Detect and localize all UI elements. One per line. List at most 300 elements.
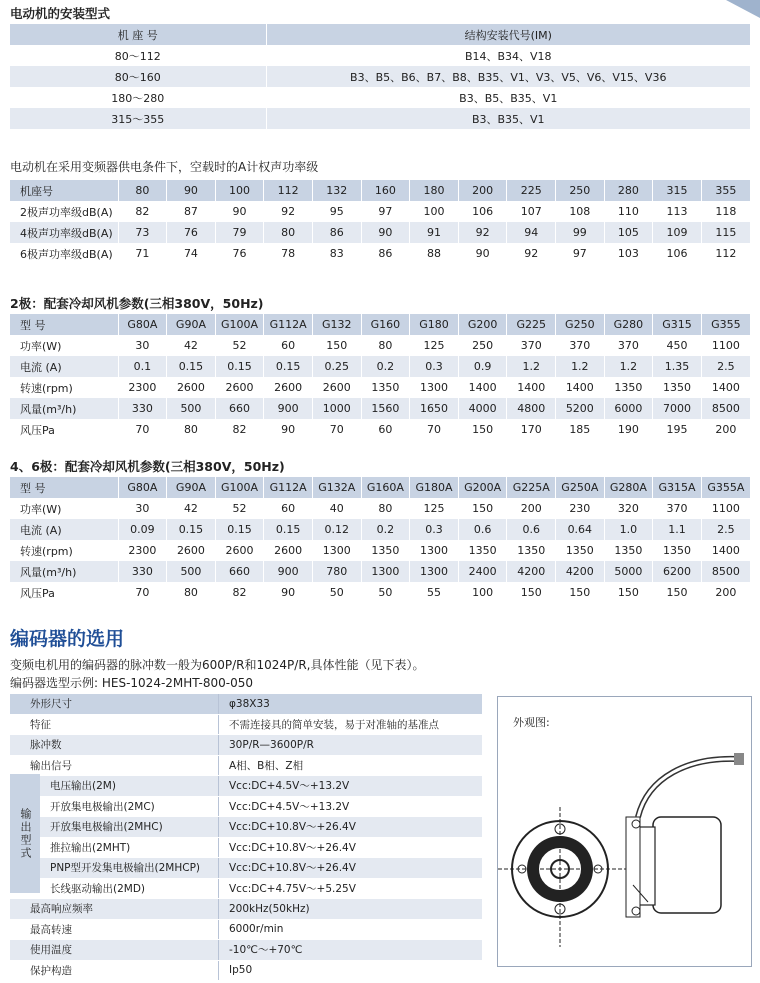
spec-key: 推拉输出(2MHT) [50,841,131,854]
table-cell: G100A [215,314,264,335]
table-cell: 125 [410,498,459,519]
table-cell: 2600 [264,377,313,398]
table-cell: 0.2 [361,356,410,377]
spec-row [10,940,482,961]
table-cell: 0.15 [264,519,313,540]
table-cell: 170 [507,419,556,440]
spec-key: 特征 [30,718,51,731]
table-cell: 160 [361,180,410,201]
spec-value: Vcc:DC+4.5V～+13.2V [218,797,349,817]
table-cell: 108 [556,201,605,222]
table-cell: 250 [458,335,507,356]
spec-row [10,756,482,777]
table-cell: 0.12 [312,519,361,540]
table-cell: 660 [215,561,264,582]
spec-row [10,797,482,818]
spec-row [10,858,482,879]
table-cell: 功率(W) [10,335,118,356]
corner-decoration [726,0,760,18]
table-cell: 113 [653,201,702,222]
spec-key: 电压输出(2M) [50,780,116,793]
table-cell: 电流 (A) [10,356,118,377]
table-cell: 330 [118,398,167,419]
table-cell: 315 [653,180,702,201]
table-cell: 82 [215,582,264,603]
table-cell: G90A [167,314,216,335]
table-cell: 200 [701,419,750,440]
output-type-text: 输出型式 [19,807,32,860]
table-cell: B14、B34、V18 [266,45,750,66]
table-cell: 80 [361,498,410,519]
table-cell: 86 [361,243,410,264]
spec-key: 长线驱动输出(2MD) [50,882,146,895]
table-cell: G315 [653,314,702,335]
table-cell: 5200 [556,398,605,419]
fan46-title: 4、6极：配套冷却风机参数(三相380V，50Hz) [10,459,285,474]
table-row [10,498,750,519]
table-cell: 1400 [458,377,507,398]
table-row [10,540,750,561]
table-cell: 112 [264,180,313,201]
output-type-label [10,774,40,893]
table-cell: 8500 [701,398,750,419]
table-cell: 0.15 [167,356,216,377]
mount-title: 电动机的安装型式 [10,6,111,21]
table-cell: 0.25 [312,356,361,377]
table-cell: 0.1 [118,356,167,377]
table-cell: 52 [215,498,264,519]
table-cell: 6极声功率级dB(A) [10,243,118,264]
table-cell: 80 [264,222,313,243]
table-cell: 370 [507,335,556,356]
table-cell: 42 [167,335,216,356]
table-cell: 450 [653,335,702,356]
table-cell: G200A [458,477,507,498]
spec-row [10,735,482,756]
encoder-drawing [498,697,751,966]
table-cell: 82 [118,201,167,222]
table-cell: 风压Pa [10,419,118,440]
spec-key: 最高转速 [30,923,72,936]
table-cell: 2600 [215,540,264,561]
table-cell: 80 [118,180,167,201]
spec-row [10,817,482,838]
spec-value: Vcc:DC+10.8V～+26.4V [218,858,356,878]
table-cell: 200 [507,498,556,519]
table-cell: 0.15 [215,519,264,540]
table-header-row [10,24,750,45]
table-cell: 125 [410,335,459,356]
table-cell: 73 [118,222,167,243]
table-cell: 70 [410,419,459,440]
table-cell: 87 [167,201,216,222]
table-cell: 2300 [118,540,167,561]
table-row [10,356,750,377]
table-cell: 1.0 [604,519,653,540]
table-row [10,398,750,419]
table-cell: 80 [167,582,216,603]
table-cell: 2600 [167,540,216,561]
table-cell: 转速(rpm) [10,540,118,561]
table-header-row [10,314,750,335]
table-cell: 500 [167,561,216,582]
table-cell: 0.3 [410,519,459,540]
table-cell: 150 [458,498,507,519]
table-cell: 4000 [458,398,507,419]
table-cell: 1350 [458,540,507,561]
table-cell: 107 [507,201,556,222]
table-cell: 1350 [653,377,702,398]
table-cell: 型 号 [10,314,118,335]
table-cell: 机座号 [10,180,118,201]
noise-title: 电动机在采用变频器供电条件下，空载时的A计权声功率级 [10,160,319,174]
table-row [10,222,750,243]
encoder-intro: 变频电机用的编码器的脉冲数一般为600P/R和1024P/R,具体性能（见下表）。 [10,658,425,672]
table-cell: 185 [556,419,605,440]
table-cell: 60 [264,335,313,356]
spec-value: Ip50 [218,961,252,981]
table-cell: 1000 [312,398,361,419]
table-row [10,561,750,582]
table-row [10,87,750,108]
table-row [10,66,750,87]
table-cell: 71 [118,243,167,264]
table-cell: 结构安装代号(IM) [266,24,750,45]
table-cell: 60 [361,419,410,440]
table-cell: G90A [167,477,216,498]
table-cell: 150 [556,582,605,603]
table-cell: G112A [264,314,313,335]
table-cell: 2600 [215,377,264,398]
table-cell: 90 [264,419,313,440]
table-cell: 90 [361,222,410,243]
table-cell: B3、B35、V1 [266,108,750,129]
table-cell: 355 [701,180,750,201]
table-cell: 1.2 [604,356,653,377]
table-cell: 1100 [701,498,750,519]
table-cell: 86 [312,222,361,243]
table-cell: 4200 [507,561,556,582]
table-cell: 100 [410,201,459,222]
table-cell: 1560 [361,398,410,419]
table-cell: 250 [556,180,605,201]
table-cell: 型 号 [10,477,118,498]
table-cell: 80 [361,335,410,356]
table-cell: 76 [215,243,264,264]
table-row [10,243,750,264]
table-cell: 106 [653,243,702,264]
table-cell: 99 [556,222,605,243]
table-cell: 70 [312,419,361,440]
table-cell: 315～355 [10,108,266,129]
encoder-spec-table [10,694,482,981]
table-cell: G80A [118,477,167,498]
spec-value: Vcc:DC+10.8V～+26.4V [218,838,356,858]
table-cell: G315A [653,477,702,498]
table-cell: 0.15 [264,356,313,377]
table-cell: 4极声功率级dB(A) [10,222,118,243]
table-cell: 83 [312,243,361,264]
table-cell: 370 [556,335,605,356]
table-cell: 112 [701,243,750,264]
table-cell: G250A [556,477,605,498]
table-cell: 100 [458,582,507,603]
table-cell: 80～112 [10,45,266,66]
spec-key: PNP型开发集电极输出(2MHCP) [50,862,201,875]
table-row [10,335,750,356]
table-cell: 70 [118,419,167,440]
table-cell: G355A [701,477,750,498]
table-cell: 80 [167,419,216,440]
spec-key: 开放集电极输出(2MC) [50,800,155,813]
table-cell: 92 [458,222,507,243]
spec-row [10,838,482,859]
spec-row [10,961,482,982]
spec-key: 脉冲数 [30,739,62,752]
table-cell: G355 [701,314,750,335]
table-cell: G80A [118,314,167,335]
photo-label: 外观图: [513,716,550,729]
table-cell: 370 [653,498,702,519]
table-cell: 60 [264,498,313,519]
table-cell: 115 [701,222,750,243]
table-cell: 70 [118,582,167,603]
table-cell: 1300 [361,561,410,582]
table-cell: 90 [215,201,264,222]
table-cell: 90 [167,180,216,201]
table-cell: 180 [410,180,459,201]
mount-table [10,24,750,129]
table-cell: 1100 [701,335,750,356]
table-cell: 2600 [167,377,216,398]
table-cell: 500 [167,398,216,419]
table-cell: 370 [604,335,653,356]
table-cell: 200 [701,582,750,603]
table-cell: 2.5 [701,519,750,540]
table-cell: 0.6 [458,519,507,540]
spec-row [10,715,482,736]
table-cell: 180～280 [10,87,266,108]
table-cell: 4200 [556,561,605,582]
table-cell: 150 [653,582,702,603]
table-cell: 7000 [653,398,702,419]
table-cell: 1400 [701,540,750,561]
table-cell: 94 [507,222,556,243]
table-row [10,108,750,129]
table-cell: 1400 [507,377,556,398]
encoder-photo [497,696,752,967]
table-cell: 0.6 [507,519,556,540]
table-cell: 1300 [410,540,459,561]
table-cell: 0.09 [118,519,167,540]
table-cell: 风量(m³/h) [10,398,118,419]
table-cell: 1.2 [556,356,605,377]
table-cell: 6200 [653,561,702,582]
table-cell: B3、B5、B35、V1 [266,87,750,108]
table-cell: 52 [215,335,264,356]
table-cell: 150 [604,582,653,603]
table-cell: 109 [653,222,702,243]
table-cell: 82 [215,419,264,440]
spec-value: 200kHz(50kHz) [218,899,310,919]
table-cell: 190 [604,419,653,440]
table-cell: 电流 (A) [10,519,118,540]
table-cell: 2极声功率级dB(A) [10,201,118,222]
table-cell: 1350 [604,540,653,561]
table-cell: G225 [507,314,556,335]
table-cell: G132A [312,477,361,498]
spec-row [10,776,482,797]
table-cell: 150 [507,582,556,603]
table-cell: 0.64 [556,519,605,540]
table-cell: G250 [556,314,605,335]
table-row [10,582,750,603]
table-row [10,45,750,66]
spec-value: 6000r/min [218,920,283,940]
table-header-row [10,477,750,498]
table-cell: 8500 [701,561,750,582]
table-cell: 230 [556,498,605,519]
table-cell: 2600 [264,540,313,561]
table-cell: 900 [264,561,313,582]
table-cell: 1350 [361,540,410,561]
table-cell: 1300 [410,377,459,398]
spec-value: -10℃～+70℃ [218,940,302,960]
table-cell: 0.15 [215,356,264,377]
table-cell: B3、B5、B6、B7、B8、B35、V1、V3、V5、V6、V15、V36 [266,66,750,87]
encoder-example: 编码器选型示例: HES-1024-2MHT-800-050 [10,676,253,690]
spec-key: 开放集电极输出(2MHC) [50,821,163,834]
table-cell: 2300 [118,377,167,398]
spec-key: 保护构造 [30,964,72,977]
spec-row [10,879,482,900]
table-cell: 97 [361,201,410,222]
table-cell: G132 [312,314,361,335]
table-row [10,377,750,398]
table-cell: 200 [458,180,507,201]
table-cell: 1.35 [653,356,702,377]
spec-row [10,694,482,715]
table-cell: 1350 [556,540,605,561]
table-cell: 功率(W) [10,498,118,519]
table-cell: 76 [167,222,216,243]
table-cell: 1.2 [507,356,556,377]
spec-value: A相、B相、Z相 [218,756,303,776]
table-cell: 1350 [653,540,702,561]
table-cell: G180 [410,314,459,335]
table-cell: 660 [215,398,264,419]
spec-value: Vcc:DC+10.8V～+26.4V [218,817,356,837]
table-cell: 92 [507,243,556,264]
table-cell: 280 [604,180,653,201]
table-cell: 79 [215,222,264,243]
table-cell: 106 [458,201,507,222]
table-cell: 320 [604,498,653,519]
table-cell: 100 [215,180,264,201]
fan2-title: 2极：配套冷却风机参数(三相380V，50Hz) [10,296,264,311]
table-cell: 机 座 号 [10,24,266,45]
table-cell: G160 [361,314,410,335]
table-cell: 195 [653,419,702,440]
table-cell: 74 [167,243,216,264]
table-cell: 1300 [410,561,459,582]
table-cell: 4800 [507,398,556,419]
table-cell: 0.15 [167,519,216,540]
table-cell: 330 [118,561,167,582]
table-cell: 30 [118,335,167,356]
table-cell: 1350 [361,377,410,398]
spec-key: 外形尺寸 [30,698,72,711]
table-cell: 55 [410,582,459,603]
table-row [10,201,750,222]
table-cell: 91 [410,222,459,243]
table-row [10,519,750,540]
table-cell: 风压Pa [10,582,118,603]
table-cell: 转速(rpm) [10,377,118,398]
table-cell: 1650 [410,398,459,419]
spec-value: Vcc:DC+4.5V～+13.2V [218,776,349,796]
table-cell: 105 [604,222,653,243]
table-cell: G280 [604,314,653,335]
table-cell: G100A [215,477,264,498]
table-cell: G112A [264,477,313,498]
table-cell: 5000 [604,561,653,582]
table-cell: 80～160 [10,66,266,87]
spec-key: 输出信号 [30,759,72,772]
spec-key: 最高响应频率 [30,903,93,916]
table-cell: G200 [458,314,507,335]
table-cell: 95 [312,201,361,222]
table-cell: 900 [264,398,313,419]
table-cell: 1.1 [653,519,702,540]
table-cell: 40 [312,498,361,519]
fan2-table [10,314,750,440]
table-cell: G280A [604,477,653,498]
spec-value: 不需连接具的简单安装，易于对准轴的基准点 [218,715,439,735]
encoder-title: 编码器的选用 [10,628,125,650]
table-cell: 1350 [507,540,556,561]
table-cell: 90 [458,243,507,264]
table-cell: G225A [507,477,556,498]
spec-value: Vcc:DC+4.75V～+5.25V [218,879,356,899]
table-cell: G160A [361,477,410,498]
table-cell: 6000 [604,398,653,419]
table-cell: 92 [264,201,313,222]
table-cell: 0.2 [361,519,410,540]
table-cell: 2600 [312,377,361,398]
table-cell: 110 [604,201,653,222]
table-cell: 42 [167,498,216,519]
spec-row [10,899,482,920]
spec-value: φ38X33 [218,694,270,714]
table-cell: 30 [118,498,167,519]
table-cell: 50 [312,582,361,603]
table-cell: 132 [312,180,361,201]
noise-table [10,180,750,264]
table-cell: 0.3 [410,356,459,377]
table-cell: 0.9 [458,356,507,377]
fan46-table [10,477,750,603]
table-cell: 97 [556,243,605,264]
table-cell: 150 [312,335,361,356]
table-cell: 225 [507,180,556,201]
table-cell: 150 [458,419,507,440]
table-cell: 78 [264,243,313,264]
table-cell: 2.5 [701,356,750,377]
table-cell: 1400 [701,377,750,398]
table-row [10,419,750,440]
table-cell: 风量(m³/h) [10,561,118,582]
